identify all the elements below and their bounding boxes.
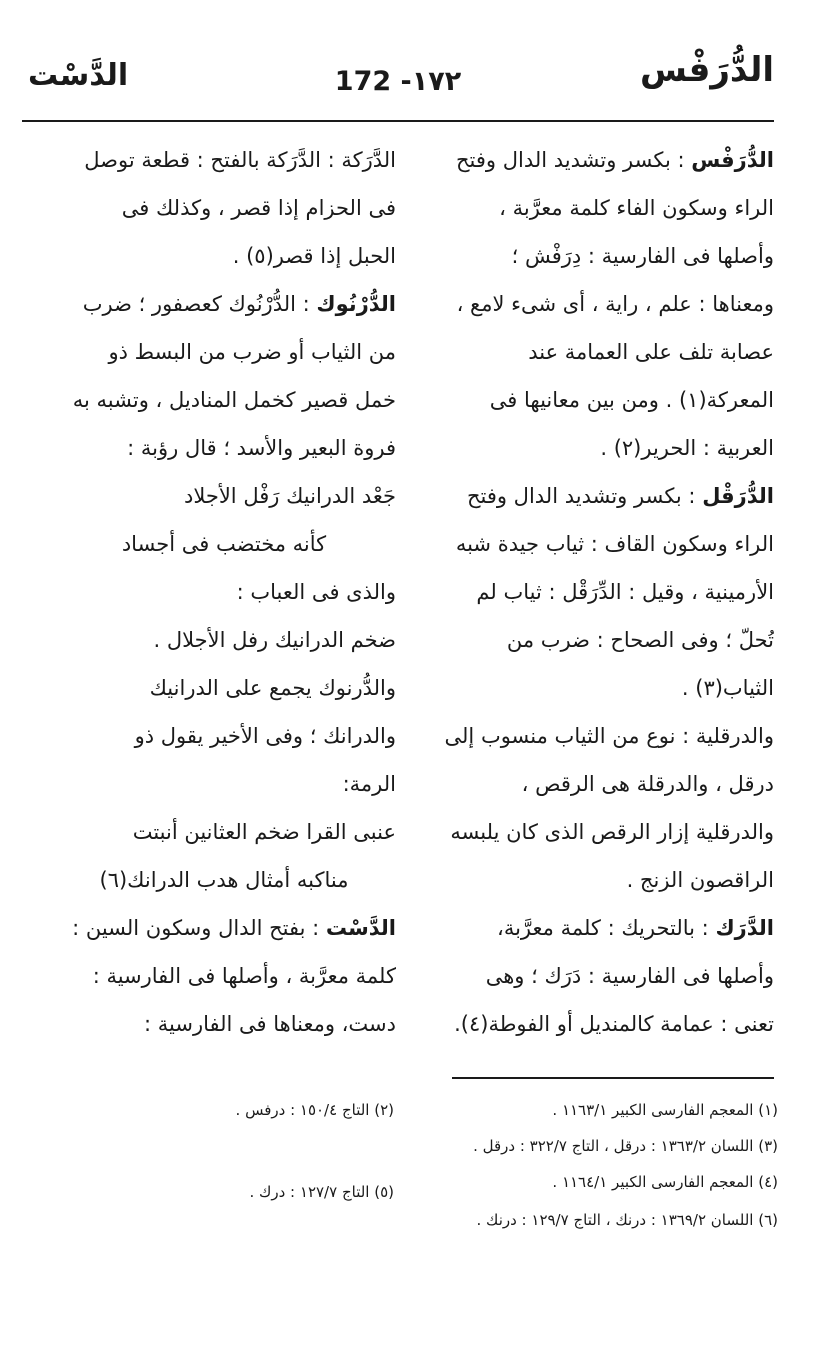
text-line <box>52 472 396 520</box>
line-text: تُحلّ ؛ وفى الصحاح : ضرب من <box>506 628 774 652</box>
entry-headword: الدَّرَك <box>715 916 774 940</box>
line-text: فى الحزام إذا قصر ، وكذلك فى <box>121 196 396 220</box>
text-line <box>432 376 774 424</box>
line-text: العربية : الحرير(٢) . <box>600 436 774 460</box>
entry-headword: الدُّرَقْل <box>702 484 774 508</box>
line-text: والدرانك ؛ وفى الأخير يقول ذو <box>134 724 396 748</box>
text-line <box>432 952 774 1000</box>
text-line <box>432 760 774 808</box>
line-text: : بفتح الدال وسكون السين : <box>72 916 326 940</box>
text-line <box>432 904 774 952</box>
text-line <box>52 232 396 280</box>
text-line <box>52 1000 396 1048</box>
text-line <box>52 184 396 232</box>
text-line <box>432 568 774 616</box>
running-head-right: الدُّرَفْس <box>640 50 774 90</box>
text-line <box>52 520 396 568</box>
text-line <box>52 616 396 664</box>
entry-headword: الدَّسْت <box>325 916 396 940</box>
footnote-3: (٣) اللسان ١٣٦٣/٢ : درقل ، التاج ٣٢٢/٧ : درقل . <box>473 1137 778 1155</box>
text-line <box>52 328 396 376</box>
running-head-left: الدَّسْت <box>28 58 129 93</box>
line-text: : الدُّرْنُوك كعصفور ؛ ضرب <box>82 292 317 316</box>
left-column <box>52 136 396 1048</box>
line-text: دست، ومعناها فى الفارسية : <box>144 1012 396 1036</box>
line-text: كلمة معرَّبة ، وأصلها فى الفارسية : <box>92 964 396 988</box>
text-line <box>432 520 774 568</box>
text-line <box>52 712 396 760</box>
line-text: الدَّرَكة : الدَّرَكة بالفتح : قطعة توصل <box>84 148 396 172</box>
text-line <box>52 424 396 472</box>
footnote-1: (١) المعجم الفارسى الكبير ١١٦٣/١ . <box>552 1101 778 1119</box>
text-line <box>432 712 774 760</box>
line-text: كأنه مختضب فى أجساد <box>121 532 327 556</box>
page-header <box>22 50 774 106</box>
line-text: الراقصون الزنج . <box>626 868 774 892</box>
line-text: الراء وسكون الفاء كلمة معرَّبة ، <box>499 196 774 220</box>
header-rule <box>22 120 774 122</box>
page-number: 172 -١٧٢ <box>334 66 462 97</box>
footnote-6: (٦) اللسان ١٣٦٩/٢ : درنك ، التاج ١٢٩/٧ : درنك . <box>476 1211 778 1229</box>
line-text: الحبل إذا قصر(٥) . <box>232 244 396 268</box>
footnote-2: (٢) التاج ١٥٠/٤ : درفس . <box>235 1101 394 1119</box>
line-text: المعركة(١) . ومن بين معانيها فى <box>489 388 774 412</box>
text-line <box>432 280 774 328</box>
text-line <box>432 1000 774 1048</box>
text-line <box>52 280 396 328</box>
text-line <box>432 808 774 856</box>
footnote-4: (٤) المعجم الفارسى الكبير ١١٦٤/١ . <box>552 1173 778 1191</box>
text-line <box>432 472 774 520</box>
line-text: وأصلها فى الفارسية : دِرَفْش ؛ <box>511 244 774 268</box>
text-line <box>432 424 774 472</box>
right-column <box>432 136 774 1048</box>
text-line <box>52 760 396 808</box>
line-text: الأرمينية ، وقيل : الدِّرَقْل : ثياب لم <box>476 580 774 604</box>
text-line <box>432 616 774 664</box>
text-line <box>432 856 774 904</box>
line-text: والدُّرنوك يجمع على الدرانيك <box>149 676 396 700</box>
line-text: فروة البعير والأسد ؛ قال رؤبة : <box>127 436 396 460</box>
line-text: عصابة تلف على العمامة عند <box>528 340 774 364</box>
line-text: من الثياب أو ضرب من البسط ذو <box>108 340 396 364</box>
line-text: والدرقلية إزار الرقص الذى كان يلبسه <box>450 820 774 844</box>
line-text: مناكبه أمثال هدب الدرانك(٦) <box>99 868 349 892</box>
text-line <box>52 376 396 424</box>
line-text: خمل قصير كخمل المناديل ، وتشبه به <box>72 388 396 412</box>
footnote-rule <box>452 1077 774 1079</box>
line-text: ضخم الدرانيك رفل الأجلال . <box>153 628 396 652</box>
text-line <box>432 136 774 184</box>
text-line <box>52 952 396 1000</box>
text-line <box>52 136 396 184</box>
line-text: : بكسر وتشديد الدال وفتح <box>456 148 692 172</box>
text-line <box>52 664 396 712</box>
text-line <box>432 328 774 376</box>
line-text: الراء وسكون القاف : ثياب جيدة شبه <box>455 532 774 556</box>
text-line <box>52 808 396 856</box>
line-text: الرمة: <box>342 772 396 796</box>
text-line <box>432 232 774 280</box>
entry-headword: الدُّرَفْس <box>691 148 774 172</box>
line-text: عنبى القرا ضخم العثانين أنبتت <box>132 820 396 844</box>
entry-headword: الدُّرْنُوك <box>316 292 396 316</box>
line-text: : بكسر وتشديد الدال وفتح <box>466 484 703 508</box>
line-text: والدرقلية : نوع من الثياب منسوب إلى <box>444 724 774 748</box>
line-text: الثياب(٣) . <box>681 676 774 700</box>
line-text: درقل ، والدرقلة هى الرقص ، <box>521 772 774 796</box>
footnote-5: (٥) التاج ١٢٧/٧ : درك . <box>249 1183 394 1201</box>
line-text: : بالتحريك : كلمة معرَّبة، <box>497 916 716 940</box>
text-line <box>52 568 396 616</box>
line-text: جَعْد الدرانيك رَفْل الأجلاد <box>183 484 396 508</box>
text-line <box>432 184 774 232</box>
text-line <box>52 856 396 904</box>
line-text: وأصلها فى الفارسية : دَرَك ؛ وهى <box>485 964 774 988</box>
line-text: ومعناها : علم ، راية ، أى شىء لامع ، <box>456 292 774 316</box>
text-line <box>52 904 396 952</box>
line-text: والذى فى العباب : <box>236 580 396 604</box>
text-line <box>432 664 774 712</box>
line-text: تعنى : عمامة كالمنديل أو الفوطة(٤). <box>454 1012 774 1036</box>
